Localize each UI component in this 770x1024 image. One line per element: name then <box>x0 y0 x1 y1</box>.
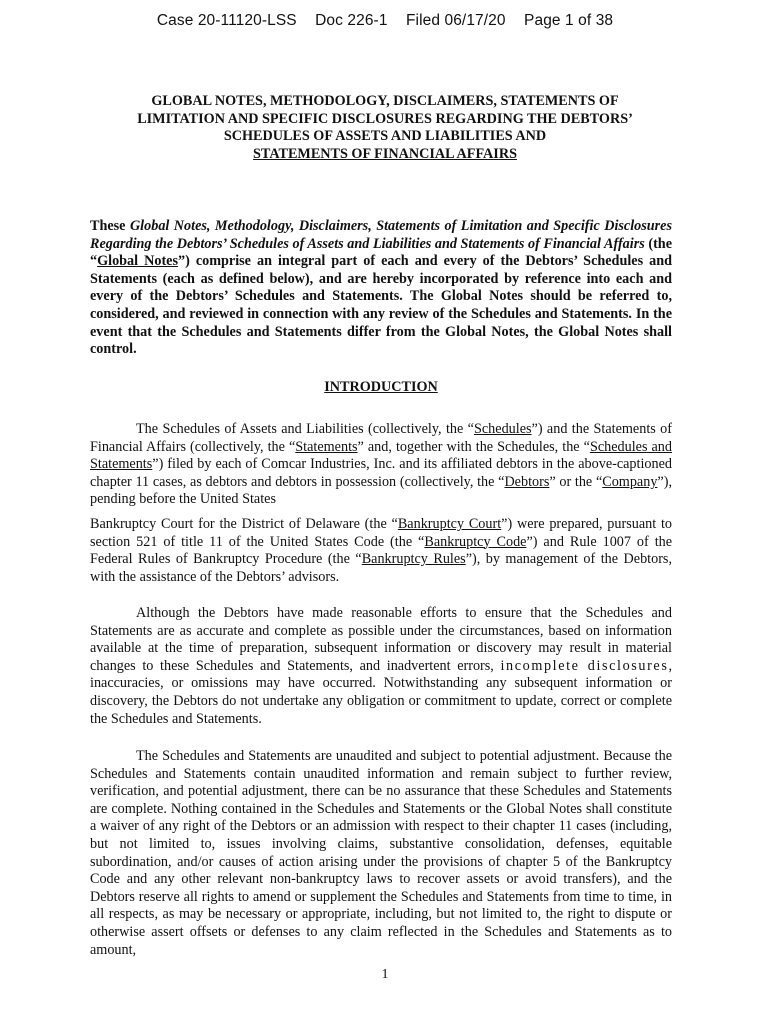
intro-paragraph-1-continued <box>90 516 672 586</box>
defined-term: Debtors <box>504 473 550 490</box>
preamble-text: ”) comprise an integral part of each and every of the Debtors’ Schedules and Statements (each as defined below), and are hereby incorporated by reference into each and every of the Debtors’ Schedules and Statements. The Global Notes should be referred to, considered, and reviewed in connection with any review of the Schedules and Statements. In the event that the Schedules and Statements differ from the Global Notes, the Global Notes shall control. <box>90 253 672 358</box>
case-number: Case 20-11120-LSS <box>156 12 297 29</box>
body-text: ”) were prepared, pursuant to section 521 of title 11 of the United States Code (the “ <box>90 516 672 550</box>
body-text: ”) and Rule 1007 of the Federal Rules of Bankruptcy Procedure (the “ <box>90 533 673 568</box>
case-header <box>0 12 770 30</box>
intro-paragraph-2 <box>90 605 672 728</box>
body-text-spaced: incomplete disclosures <box>500 657 669 674</box>
defined-term: Bankruptcy Rules <box>361 551 466 568</box>
defined-term: Bankruptcy Code <box>424 533 527 550</box>
intro-paragraph-3 <box>90 748 672 959</box>
defined-term: Schedules and Statements <box>90 438 672 473</box>
defined-term: Bankruptcy Court <box>397 516 502 532</box>
title-line-2: LIMITATION AND SPECIFIC DISCLOSURES REGARDING THE DEBTORS’ <box>137 110 633 127</box>
body-text: The Schedules of Assets and Liabilities (collectively, the “ <box>136 421 474 437</box>
preamble-text: These <box>90 218 130 234</box>
body-text: Bankruptcy Court for the District of Delaware (the “ <box>90 516 398 532</box>
body-text: ”), by management of the Debtors, with the assistance of the Debtors’ advisors. <box>90 551 672 585</box>
page-indicator: Page 1 of 38 <box>524 12 614 29</box>
preamble-text: (the “ <box>90 235 672 270</box>
defined-term-global-notes: Global Notes <box>97 253 178 270</box>
introduction-heading <box>90 379 672 397</box>
body-text: The Schedules and Statements are unaudited and subject to potential adjustment. Because the Schedules and Statements contain unaudited information and remain subject to further review, verification, and potential adjustment, there can be no assurance that these Schedules and Statements are complete. Nothing contained in the Schedules and Statements or the Global Notes shall constitute a waiver of any right of the Debtors or an admission with respect to their chapter 11 cases (including, but not limited to, issues involving claims, substantive consolidation, defenses, equitable subordination, and/or causes of action arising under the provisions of chapter 5 of the Bankruptcy Code and any other relevant non-bankruptcy laws to recover assets or avoid transfers), and the Debtors reserve all rights to amend or supplement the Schedules and Statements from time to time, in all respects, as may be necessary or appropriate, including, but not limited to, the right to dispute or otherwise assert offsets or defenses to any claim reflected in the Schedules and Statements as to amount, <box>90 748 672 958</box>
preamble-paragraph <box>90 218 672 359</box>
defined-term: Schedules <box>473 421 532 437</box>
body-text: ” and, together with the Schedules, the “ <box>357 438 590 455</box>
title-line-1: GLOBAL NOTES, METHODOLOGY, DISCLAIMERS, STATEMENTS OF <box>151 93 619 109</box>
title-line-3: SCHEDULES OF ASSETS AND LIABILITIES AND <box>223 128 547 144</box>
body-text: Although the Debtors have made reasonable efforts to ensure that the Schedules and Statements are as accurate and complete as possible under the circumstances, based on information available at the time of preparation, subsequent information or discovery may result in material changes to these Schedules and Statements, and inadvertent errors, <box>90 605 672 674</box>
defined-term: Statements <box>295 438 358 455</box>
body-text: ”) and the Statements of Financial Affairs (collectively, the “ <box>90 421 672 455</box>
body-text: ”), pending before the United States <box>90 473 672 508</box>
document-title <box>90 93 680 163</box>
doc-number: Doc 226-1 <box>315 12 388 29</box>
filed-date: Filed 06/17/20 <box>405 12 506 29</box>
introduction-heading-text: INTRODUCTION <box>324 379 438 395</box>
page-number: 1 <box>381 967 389 982</box>
intro-paragraph-1 <box>90 421 672 509</box>
body-text: , inaccuracies, or omissions may have occurred. Notwithstanding any subsequent information or discovery, the Debtors do not undertake any obligation or commitment to update, correct or complete the Schedules and Statements. <box>90 657 672 727</box>
defined-term: Company <box>602 473 658 490</box>
preamble-italic-title: Global Notes, Methodology, Disclaimers, Statements of Limitation and Specific Disclosures Regarding the Debtors’ Schedules of Assets and Liabilities and Statements of Financial Affairs <box>90 218 673 252</box>
body-text: ”) filed by each of Comcar Industries, Inc. and its affiliated debtors in the above-captioned chapter 11 cases, as debtors and debtors in possession (collectively, the “ <box>90 456 672 490</box>
body-text: ” or the “ <box>549 473 603 490</box>
title-line-4: STATEMENTS OF FINANCIAL AFFAIRS <box>253 145 517 162</box>
